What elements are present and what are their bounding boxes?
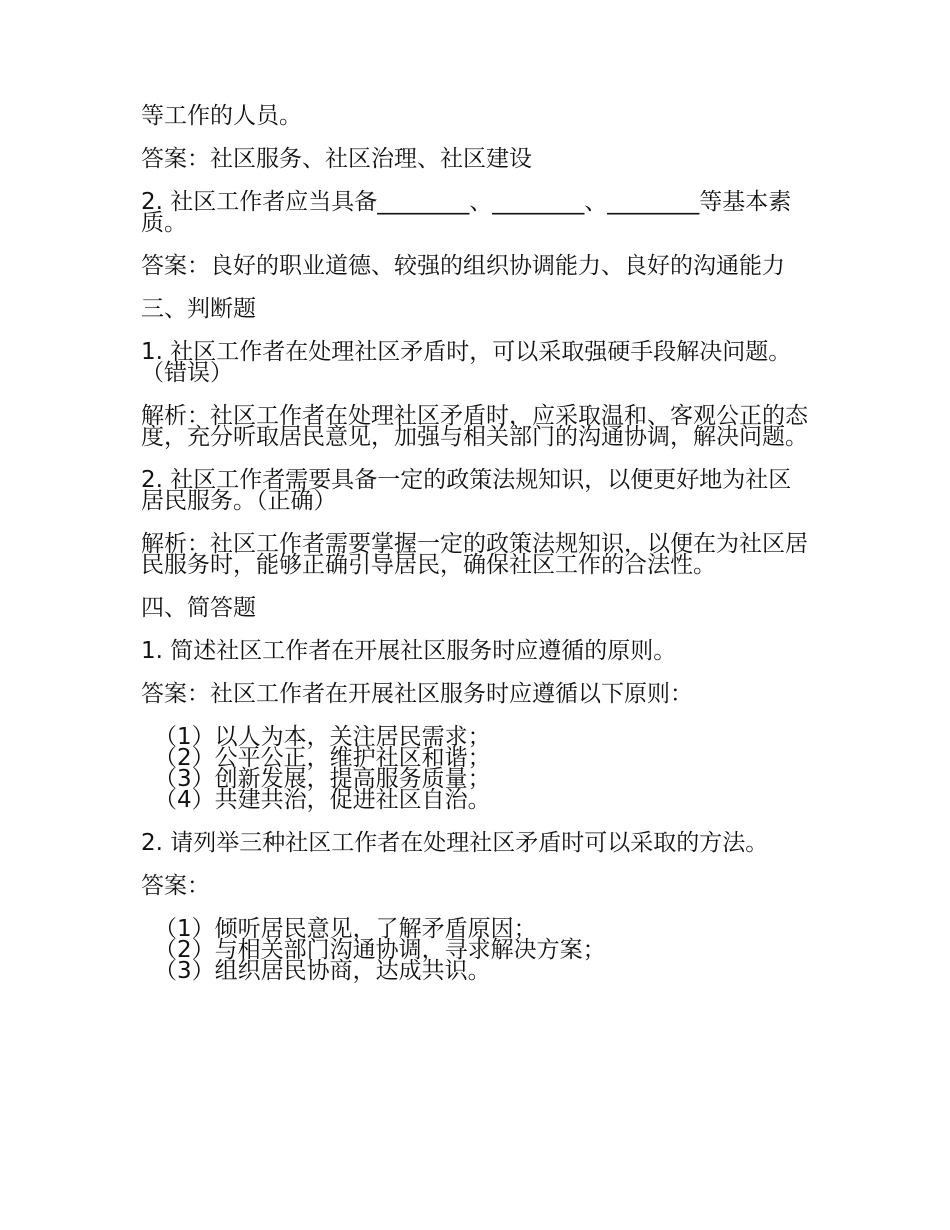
answer-short-1-list [141,724,813,813]
question-tf-1: 1. 社区工作者在处理社区矛盾时，可以采取强硬手段解决问题。（错误） [141,339,792,386]
list-item: （3）组织居民协商，达成共识。 [154,958,491,984]
explanation-tf-2: 解析：社区工作者需要掌握一定的政策法规知识，以便在为社区居民服务时，能够正确引导居民，确保社区工作的合法性。 [141,531,808,578]
answer-short-1-intro: 答案：社区工作者在开展社区服务时应遵循以下原则： [141,681,693,707]
question-fill-2: 2. 社区工作者应当具备________、________、________等基本素质。 [141,189,792,236]
question-tf-2: 2. 社区工作者需要具备一定的政策法规知识，以便更好地为社区居民服务。（正确） [141,467,792,514]
section-heading-short-answer: 四、简答题 [141,595,256,621]
list-item: （4）共建共治，促进社区自治。 [154,787,491,813]
answer-fill-2: 答案：良好的职业道德、较强的组织协调能力、良好的沟通能力 [141,253,785,279]
list-item: （3）创新发展，提高服务质量； [154,766,491,792]
section-heading-true-false: 三、判断题 [141,296,256,322]
list-item: （1）倾听居民意见，了解矛盾原因； [154,916,537,942]
paragraph-continuation: 等工作的人员。 [141,103,302,129]
document-page [141,103,813,984]
answer-fill-1: 答案：社区服务、社区治理、社区建设 [141,146,532,172]
question-short-1: 1. 简述社区工作者在开展社区服务时应遵循的原则。 [141,638,677,664]
list-item: （2）公平公正，维护社区和谐； [154,745,491,771]
answer-short-2-intro: 答案： [141,873,210,899]
explanation-tf-1: 解析：社区工作者在处理社区矛盾时，应采取温和、客观公正的态度，充分听取居民意见，加强与相关部门的沟通协调，解决问题。 [141,403,808,450]
list-item: （1）以人为本，关注居民需求； [154,724,491,750]
list-item: （2）与相关部门沟通协调，寻求解决方案； [154,937,606,963]
answer-short-2-list [141,916,813,984]
question-short-2: 2. 请列举三种社区工作者在处理社区矛盾时可以采取的方法。 [141,830,769,856]
